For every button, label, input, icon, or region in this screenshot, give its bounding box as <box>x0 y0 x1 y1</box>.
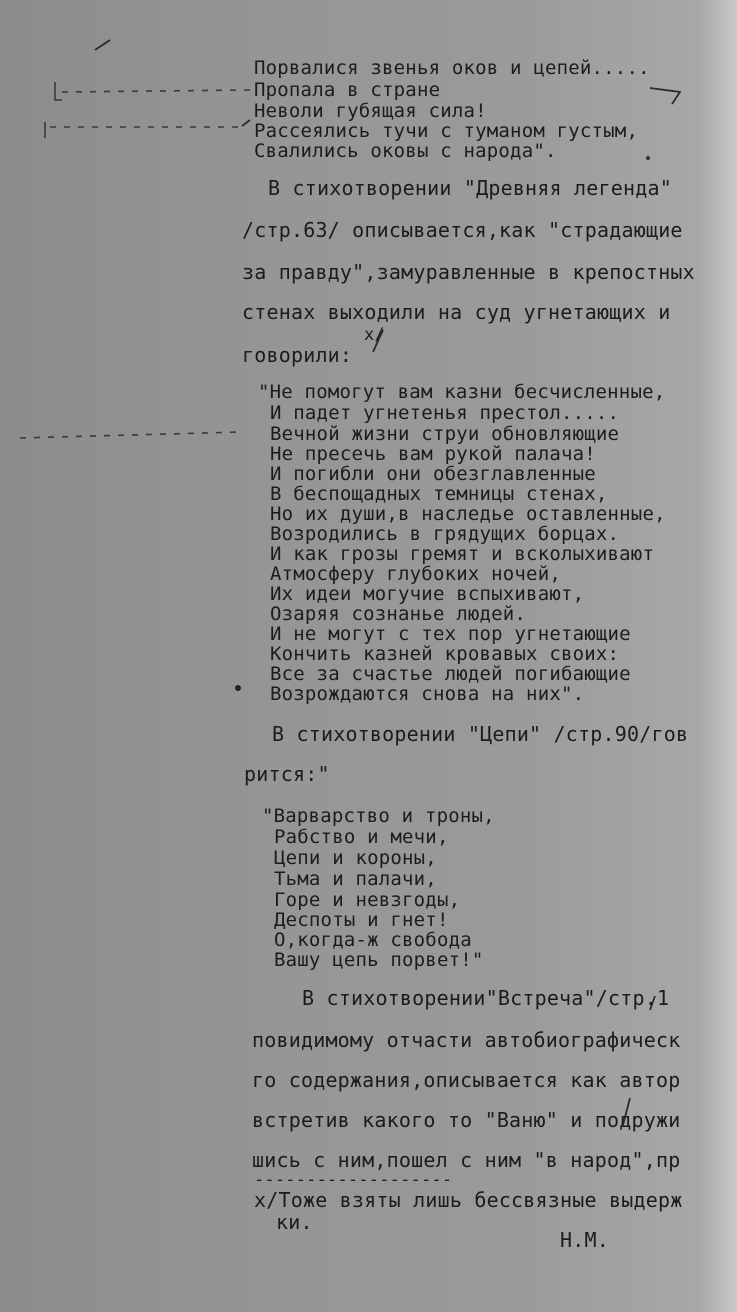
verse-line: И погибли они обезглавленные <box>270 463 596 485</box>
verse-line: Атмосферу глубоких ночей, <box>270 563 561 585</box>
prose-line: го содержания,описывается как автор <box>252 1068 681 1092</box>
verse-line: Все за счастье людей погибающие <box>270 663 631 685</box>
prose-line: повидимому отчасти автобиографическ <box>252 1028 681 1052</box>
verse-line: И как грозы гремят и всколыхивают <box>270 543 655 565</box>
prose-line: В стихотворении "Древняя легенда" <box>268 176 672 200</box>
prose-line: В стихотворении "Цепи" /стр.90/гов <box>272 722 689 746</box>
prose-line: шись с ним,пошел с ним "в народ",пр <box>252 1148 681 1172</box>
author-initials: Н.М. <box>560 1228 609 1252</box>
verse-line: И падет угнетенья престол..... <box>270 402 620 424</box>
verse-line: Не пресечь вам рукой палача! <box>270 443 596 465</box>
verse-line: Рассеялись тучи с туманом густым, <box>254 120 639 142</box>
verse-line: Деспоты и гнет! <box>274 909 449 931</box>
verse-line: Порвалися звенья оков и цепей..... <box>254 57 650 79</box>
footnote-separator: ------------------- <box>254 1170 453 1190</box>
verse-line: О,когда-ж свобода <box>274 929 472 951</box>
verse-line: Их идеи могучие вспыхивают, <box>270 583 585 605</box>
verse-line: "Не помогут вам казни бесчисленные, <box>258 381 666 403</box>
prose-line: /стр.63/ описывается,как "страдающие <box>242 218 683 242</box>
footnote-line: х/Тоже взяты лишь бессвязные выдерж <box>254 1188 683 1212</box>
verse-line: Кончить казней кровавых своих: <box>270 643 620 665</box>
verse-line: Свалились оковы с народа". <box>254 140 557 162</box>
verse-line: Горе и невзгоды, <box>274 889 461 911</box>
verse-line: Цепи и короны, <box>274 847 437 869</box>
verse-line: "Варварство и троны, <box>262 805 495 827</box>
verse-line: Возродились в грядущих борцах. <box>270 523 620 545</box>
verse-line: Тьма и палачи, <box>274 868 437 890</box>
verse-line: Возрождаются снова на них". <box>270 683 585 705</box>
verse-line: И не могут с тех пор угнетающие <box>270 623 631 645</box>
footnote-marker: х/ <box>364 325 385 345</box>
verse-line: Неволи губящая сила! <box>254 100 487 122</box>
verse-line: Озаряя сознанье людей. <box>270 603 527 625</box>
verse-line: Вечной жизни струи обновляющие <box>270 423 620 445</box>
verse-line: Вашу цепь порвет!" <box>274 949 484 971</box>
prose-line: за правду",замуравленные в крепостных <box>242 260 695 284</box>
footnote-line: ки. <box>276 1210 313 1234</box>
verse-line: Рабство и мечи, <box>274 826 449 848</box>
verse-line: В беспощадных темницы стенах, <box>270 483 608 505</box>
prose-line: стенах выходили на суд угнетающих и <box>242 300 671 324</box>
prose-line: говорили: <box>242 343 353 367</box>
prose-line: В стихотворении"Встреча"/стр.1 <box>302 986 670 1010</box>
verse-line: Пропала в стране <box>254 79 441 101</box>
prose-line: встретив какого то "Ваню" и подружи <box>252 1108 681 1132</box>
prose-line: рится:" <box>244 762 330 786</box>
verse-line: Но их души,в наследье оставленные, <box>270 503 666 525</box>
